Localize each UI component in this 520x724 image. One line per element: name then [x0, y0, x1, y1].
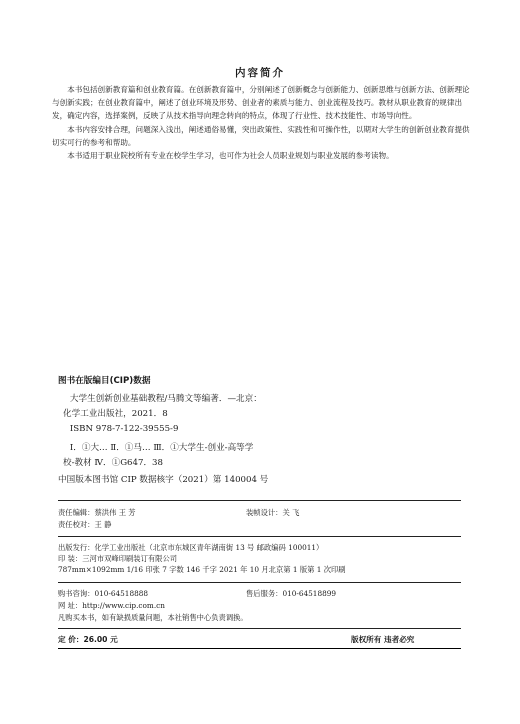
cip-classification — [63, 441, 393, 471]
divider — [58, 628, 461, 629]
cip-heading: 图书在版编目(CIP)数据 — [58, 376, 151, 386]
spec-line: 787mm×1092mm 1/16 印张 7 字数 146 千字 2021 年 10 月北京第 1 版第 1 次印刷 — [58, 565, 346, 574]
price-label: 定 价： — [58, 635, 84, 644]
editor-label: 责任编辑： — [58, 508, 95, 517]
notice-line: 凡购买本书，如有缺损质量问题，本社销售中心负责调换。 — [58, 613, 248, 622]
summary-title: 内容简介 — [235, 67, 285, 79]
cip-record-number: 中国版本图书馆 CIP 数据核字（2021）第 140004 号 — [58, 475, 269, 485]
service-line: 售后服务：010-64518899 — [246, 589, 337, 598]
divider — [58, 500, 461, 501]
summary-paragraph: 本书适用于职业院校所有专业在校学生学习，也可作为社会人员职业规划与职业发展的参考读物。 — [67, 151, 394, 161]
proof-credit — [58, 519, 111, 530]
editor-credit — [58, 507, 136, 518]
proof-value: 王 静 — [94, 520, 112, 529]
editor-value: 蔡洪伟 王 芳 — [94, 508, 136, 517]
publisher-line: 出版发行：化学工业出版社（北京市东城区青年湖南街 13 号 邮政编码 100011） — [58, 543, 324, 552]
divider — [58, 582, 461, 583]
design-label: 装帧设计： — [246, 508, 283, 517]
cip-title-line: 大学生创新创业基础教程/马腾文等编著．—北京： — [69, 394, 262, 404]
design-value: 关 飞 — [282, 508, 300, 517]
cip-classification-line: 校-教材 Ⅳ．①G647．38 — [63, 458, 163, 468]
publishing-info — [58, 542, 468, 575]
bottom-divider — [58, 648, 461, 649]
price-value: 26.00 元 — [83, 635, 118, 644]
purchase-line: 购书咨询：010-64518888 — [58, 589, 149, 598]
printer-line: 印 装：三河市双峰印刷装订有限公司 — [58, 554, 178, 563]
copyright-notice: 版权所有 违者必究 — [351, 635, 415, 644]
design-credit — [246, 507, 299, 518]
divider — [58, 536, 461, 537]
cip-publisher-line: 化学工业出版社，2021．8 — [63, 409, 168, 419]
cip-classification-line: Ⅰ．①大… Ⅱ．①马… Ⅲ．①大学生-创业-高等学 — [69, 443, 254, 453]
website-line: 网 址：http://www.cip.com.cn — [58, 601, 165, 610]
cip-isbn-line: ISBN 978-7-122-39555-9 — [69, 424, 179, 434]
summary-paragraph: 本书内容安排合理，问题深入浅出，阐述通俗易懂，突出政策性、实践性和可操作性，以期对大学生的创新创业教育提供切实可行的参考和帮助。 — [52, 124, 470, 147]
proof-label: 责任校对： — [58, 520, 95, 529]
price — [58, 634, 118, 645]
cip-record — [63, 392, 393, 437]
summary-paragraph: 本书包括创新教育篇和创业教育篇。在创新教育篇中，分别阐述了创新概念与创新能力、创新思维与创新方法、创新理论与创新实践；在创业教育篇中，阐述了创业环境及形势、创业者的素质与能力、创业流程及技巧。教材从职业教育的规律出发，确定内容，选择案例，反映了从技术指导向理念转向的特点，体现了行业性、技术技能性、市场导向性。 — [52, 85, 470, 121]
summary-body — [52, 83, 472, 162]
